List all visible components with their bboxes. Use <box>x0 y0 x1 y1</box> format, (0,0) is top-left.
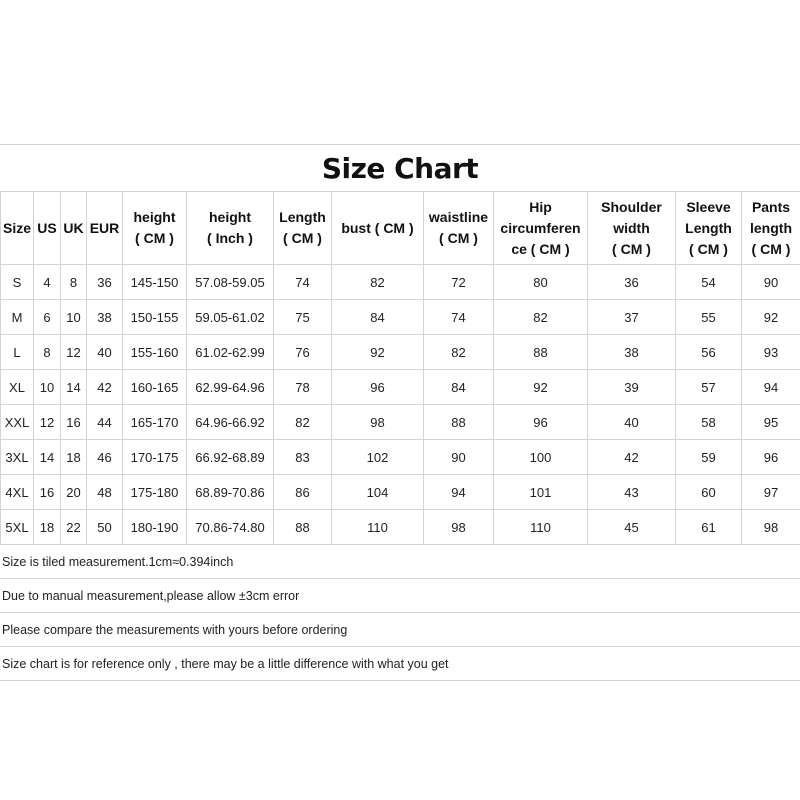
table-cell: 97 <box>742 475 800 510</box>
table-row <box>1 405 800 440</box>
table-cell: 83 <box>274 440 332 475</box>
table-cell: 88 <box>494 335 588 370</box>
table-cell: 22 <box>61 510 87 545</box>
header-text: ( CM ) <box>612 240 651 257</box>
table-cell: 57 <box>676 370 742 405</box>
table-cell: 16 <box>61 405 87 440</box>
table-cell: 59.05-61.02 <box>187 300 274 335</box>
table-cell: 145-150 <box>123 265 187 300</box>
table-cell: 90 <box>742 265 800 300</box>
table-cell: 4XL <box>1 475 34 510</box>
table-cell: 66.92-68.89 <box>187 440 274 475</box>
header-text: circumferen <box>500 219 581 236</box>
table-cell: 38 <box>588 335 676 370</box>
table-cell: 14 <box>61 370 87 405</box>
table-row <box>1 335 800 370</box>
header-row <box>1 192 800 265</box>
table-cell: 80 <box>494 265 588 300</box>
header-pants <box>742 192 800 265</box>
header-text: Shoulder <box>601 198 662 215</box>
table-cell: 54 <box>676 265 742 300</box>
table-cell: 98 <box>742 510 800 545</box>
table-cell: 6 <box>34 300 61 335</box>
table-row <box>1 300 800 335</box>
header-text: Pants <box>751 198 791 215</box>
table-cell: 59 <box>676 440 742 475</box>
note-line: Due to manual measurement,please allow ±3cm error <box>0 579 800 613</box>
table-cell: S <box>1 265 34 300</box>
table-cell: 96 <box>742 440 800 475</box>
table-cell: 10 <box>61 300 87 335</box>
table-cell: 61.02-62.99 <box>187 335 274 370</box>
table-cell: 42 <box>588 440 676 475</box>
table-cell: 110 <box>332 510 424 545</box>
table-cell: 70.86-74.80 <box>187 510 274 545</box>
table-cell: 92 <box>742 300 800 335</box>
table-cell: 58 <box>676 405 742 440</box>
table-cell: 43 <box>588 475 676 510</box>
table-cell: 84 <box>332 300 424 335</box>
table-cell: 98 <box>424 510 494 545</box>
size-chart <box>0 144 800 681</box>
header-bust <box>332 192 424 265</box>
header-text: width <box>613 219 650 236</box>
table-cell: 68.89-70.86 <box>187 475 274 510</box>
header-eur <box>87 192 123 265</box>
header-hip <box>494 192 588 265</box>
table-row <box>1 370 800 405</box>
header-length <box>274 192 332 265</box>
table-cell: 165-170 <box>123 405 187 440</box>
table-cell: 94 <box>424 475 494 510</box>
table-cell: 40 <box>87 335 123 370</box>
header-height-inch <box>187 192 274 265</box>
table-row <box>1 475 800 510</box>
table-cell: 12 <box>34 405 61 440</box>
header-uk <box>61 192 87 265</box>
table-cell: 18 <box>61 440 87 475</box>
table-cell: 175-180 <box>123 475 187 510</box>
table-cell: 92 <box>494 370 588 405</box>
table-cell: 4 <box>34 265 61 300</box>
table-cell: 45 <box>588 510 676 545</box>
table-cell: 36 <box>588 265 676 300</box>
header-text: Sleeve <box>686 198 731 215</box>
table-cell: L <box>1 335 34 370</box>
header-text: ( CM ) <box>283 230 322 246</box>
header-text: US <box>37 219 57 236</box>
table-cell: 48 <box>87 475 123 510</box>
table-cell: 10 <box>34 370 61 405</box>
table-cell: 55 <box>676 300 742 335</box>
header-text: Hip <box>529 198 552 215</box>
table-cell: 14 <box>34 440 61 475</box>
table-cell: 94 <box>742 370 800 405</box>
table-cell: 90 <box>424 440 494 475</box>
table-cell: 8 <box>61 265 87 300</box>
table-cell: 170-175 <box>123 440 187 475</box>
table-cell: 95 <box>742 405 800 440</box>
header-text: ( CM ) <box>439 230 478 246</box>
header-size <box>1 192 34 265</box>
table-cell: 61 <box>676 510 742 545</box>
table-cell: 16 <box>34 475 61 510</box>
table-cell: 64.96-66.92 <box>187 405 274 440</box>
table-cell: 160-165 <box>123 370 187 405</box>
table-cell: 37 <box>588 300 676 335</box>
table-cell: 74 <box>424 300 494 335</box>
header-sleeve <box>676 192 742 265</box>
header-text: ( CM ) <box>135 230 174 246</box>
table-row <box>1 510 800 545</box>
table-cell: 104 <box>332 475 424 510</box>
table-cell: 88 <box>274 510 332 545</box>
table-cell: 96 <box>494 405 588 440</box>
table-cell: 101 <box>494 475 588 510</box>
chart-title: Size Chart <box>321 151 479 185</box>
note-line: Size is tiled measurement.1cm≈0.394inch <box>0 545 800 579</box>
table-cell: 72 <box>424 265 494 300</box>
header-us <box>34 192 61 265</box>
table-row <box>1 265 800 300</box>
size-table <box>0 192 800 545</box>
table-cell: 100 <box>494 440 588 475</box>
table-cell: 82 <box>332 265 424 300</box>
table-cell: 12 <box>61 335 87 370</box>
table-cell: 82 <box>424 335 494 370</box>
table-cell: 78 <box>274 370 332 405</box>
header-text: height <box>209 209 251 225</box>
table-row <box>1 440 800 475</box>
table-cell: 44 <box>87 405 123 440</box>
table-cell: 39 <box>588 370 676 405</box>
header-text: ( Inch ) <box>207 230 253 246</box>
table-cell: 3XL <box>1 440 34 475</box>
table-cell: 155-160 <box>123 335 187 370</box>
table-cell: 60 <box>676 475 742 510</box>
table-cell: 93 <box>742 335 800 370</box>
table-cell: 82 <box>494 300 588 335</box>
table-cell: 18 <box>34 510 61 545</box>
table-cell: 84 <box>424 370 494 405</box>
note-line: Please compare the measurements with yours before ordering <box>0 613 800 647</box>
table-cell: 92 <box>332 335 424 370</box>
note-line: Size chart is for reference only , there may be a little difference with what you get <box>0 647 800 681</box>
table-cell: M <box>1 300 34 335</box>
header-text: EUR <box>89 219 120 236</box>
table-cell: 150-155 <box>123 300 187 335</box>
table-cell: 36 <box>87 265 123 300</box>
table-cell: 42 <box>87 370 123 405</box>
header-text: Length <box>279 209 326 225</box>
table-cell: 82 <box>274 405 332 440</box>
table-cell: 8 <box>34 335 61 370</box>
header-text: waistline <box>428 209 489 225</box>
table-cell: 20 <box>61 475 87 510</box>
table-cell: 76 <box>274 335 332 370</box>
table-cell: 57.08-59.05 <box>187 265 274 300</box>
table-cell: XXL <box>1 405 34 440</box>
header-text: Size <box>2 219 31 236</box>
table-cell: 38 <box>87 300 123 335</box>
table-cell: 5XL <box>1 510 34 545</box>
table-cell: 46 <box>87 440 123 475</box>
table-cell: 102 <box>332 440 424 475</box>
title-row <box>0 144 800 192</box>
table-cell: 98 <box>332 405 424 440</box>
header-shoulder <box>588 192 676 265</box>
table-cell: 110 <box>494 510 588 545</box>
header-text: UK <box>63 219 84 236</box>
table-body <box>1 265 800 545</box>
header-text: bust ( CM ) <box>341 219 414 236</box>
table-cell: 56 <box>676 335 742 370</box>
table-cell: 86 <box>274 475 332 510</box>
table-cell: XL <box>1 370 34 405</box>
table-cell: 40 <box>588 405 676 440</box>
header-text: ce ( CM ) <box>511 240 570 257</box>
header-text: height <box>133 209 176 225</box>
table-cell: 88 <box>424 405 494 440</box>
table-cell: 96 <box>332 370 424 405</box>
header-height-cm <box>123 192 187 265</box>
header-text: length <box>750 219 792 236</box>
table-cell: 75 <box>274 300 332 335</box>
table-cell: 180-190 <box>123 510 187 545</box>
header-text: ( CM ) <box>751 240 791 257</box>
table-cell: 50 <box>87 510 123 545</box>
header-waistline <box>424 192 494 265</box>
table-cell: 74 <box>274 265 332 300</box>
table-cell: 62.99-64.96 <box>187 370 274 405</box>
header-text: Length <box>685 219 732 236</box>
notes-section <box>0 545 800 681</box>
header-text: ( CM ) <box>689 240 728 257</box>
